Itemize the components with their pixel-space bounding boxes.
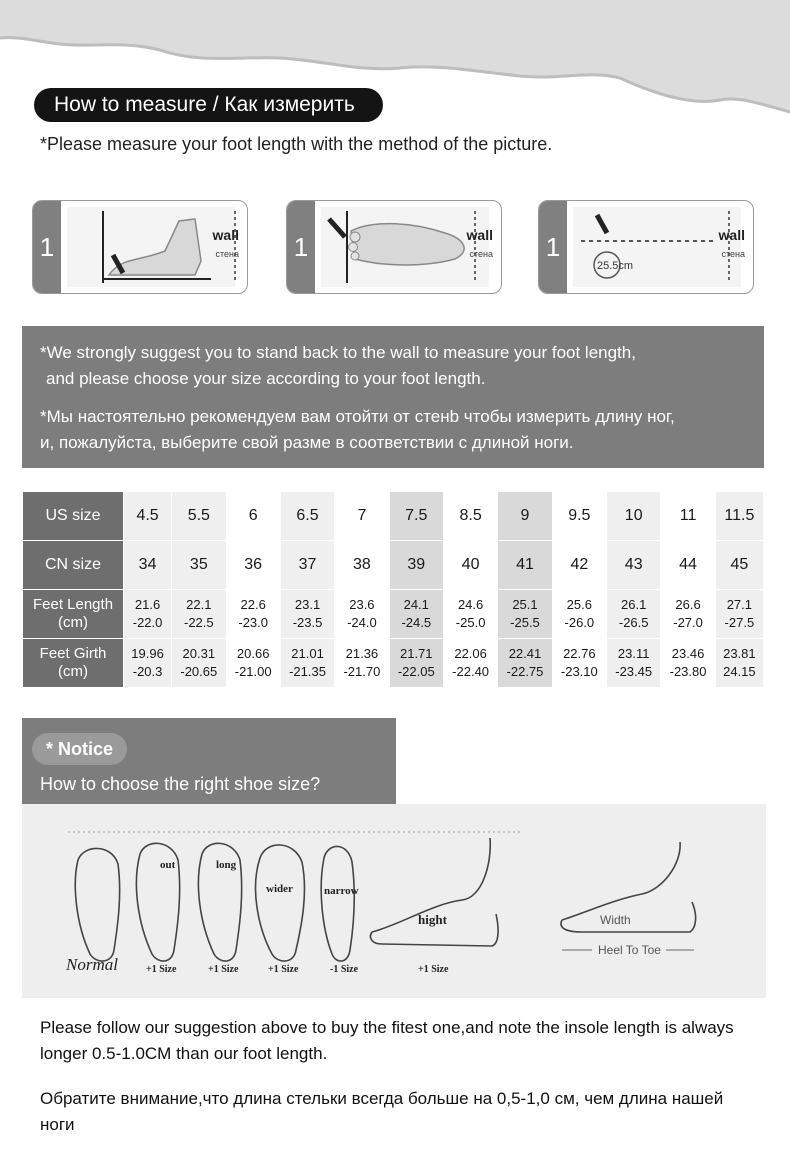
size-cell (661, 590, 715, 639)
label-heel-to-toe: Heel To Toe (598, 943, 661, 957)
measure-line-icon (567, 201, 753, 293)
measure-value: 25.5cm (597, 260, 634, 272)
size-cell-line: -23.10 (560, 664, 598, 679)
row-unit: (cm) (58, 614, 88, 631)
size-cell-line: -27.5 (724, 615, 755, 630)
size-cell-line: -21.00 (234, 664, 272, 679)
row-label: Feet Length (32, 596, 114, 613)
size-cell (498, 639, 552, 688)
size-cell-line: 22.1 (186, 597, 212, 612)
size-cell-line: -23.0 (238, 615, 268, 630)
size-cell (172, 639, 226, 688)
size-cell (124, 639, 172, 688)
size-row-header: US size (23, 492, 124, 541)
size-cell: 4.5 (124, 492, 172, 541)
size-cell-line: 21.6 (134, 597, 161, 612)
size-cell: 9.5 (552, 492, 606, 541)
size-cell-line: 25.1 (512, 597, 538, 612)
label-hight: hight (418, 912, 447, 927)
size-cell-line: -22.0 (132, 615, 163, 630)
size-cell-line: 22.6 (240, 597, 266, 612)
section-title: How to measure / Как измерить (34, 88, 383, 122)
size-cell-line: -22.05 (397, 664, 435, 679)
wall-label-ru: стена (721, 249, 745, 259)
size-cell-line: -23.5 (292, 615, 323, 630)
size-cell (443, 639, 497, 688)
size-cell: 8.5 (443, 492, 497, 541)
size-cell (226, 639, 280, 688)
size-row (23, 492, 764, 541)
size-cell-line: 21.71 (399, 646, 433, 661)
size-cell-line: 23.6 (349, 597, 375, 612)
size-cell (389, 639, 443, 688)
size-row-header: CN size (23, 541, 124, 590)
size-cell-line: -26.0 (564, 615, 595, 630)
size-row (23, 590, 764, 639)
row-unit: (cm) (58, 663, 88, 680)
size-cell-line: -24.5 (401, 615, 432, 630)
label-wider: wider (266, 883, 293, 895)
size-cell (715, 639, 763, 688)
size-cell: 6 (226, 492, 280, 541)
size-cell-line: -21.35 (289, 664, 326, 679)
footer-note-ru: Обратите внимание,что длина стельки всегда больше на 0,5-1,0 см, чем длина нашей ноги (40, 1089, 724, 1134)
size-cell: 11.5 (715, 492, 763, 541)
size-cell (552, 639, 606, 688)
label-narrow: narrow (324, 885, 359, 897)
size-cell: 41 (498, 541, 552, 590)
size-cell (715, 590, 763, 639)
size-cell (552, 590, 606, 639)
advice-ru-line2: и, пожалуйста, выберите свой разме в соответствии с длиной ноги. (40, 433, 574, 452)
size-cell-line: 22.06 (454, 646, 487, 661)
size-cell-line: 25.6 (566, 597, 592, 612)
step-card-measure (538, 200, 754, 294)
size-cell-line: 22.41 (508, 646, 542, 661)
size-cell-line: 20.66 (236, 646, 270, 661)
size-cell: 42 (552, 541, 606, 590)
step-card-top-view (286, 200, 502, 294)
wall-label-ru: стена (215, 249, 239, 259)
size-cell-line: -23.80 (669, 664, 707, 679)
size-cell-line: 21.36 (345, 646, 379, 661)
size-cell (226, 590, 280, 639)
notice-box (22, 718, 396, 804)
label-minus1: -1 Size (330, 964, 359, 975)
size-cell: 7.5 (389, 492, 443, 541)
label-long: long (216, 859, 237, 871)
size-cell: 9 (498, 492, 552, 541)
size-cell-line: -27.0 (673, 615, 703, 630)
label-out: out (160, 859, 176, 871)
size-cell-line: 24.1 (403, 597, 429, 612)
size-cell-line: -24.0 (347, 615, 377, 630)
size-row-header (23, 639, 124, 688)
step-number: 1 (287, 201, 315, 293)
footer-note-en: Please follow our suggestion above to buy the fitest one,and note the insole length is always longer 0.5-1.0CM than our foot length. (40, 1018, 734, 1063)
notice-question: How to choose the right shoe size? (40, 774, 321, 794)
size-cell: 39 (389, 541, 443, 590)
size-cell: 37 (280, 541, 334, 590)
size-cell-line: 23.46 (671, 646, 705, 661)
size-cell: 11 (661, 492, 715, 541)
label-plus1-b: +1 Size (208, 964, 239, 975)
size-cell (280, 639, 334, 688)
feet-shapes-illustration (22, 804, 766, 998)
size-cell (498, 590, 552, 639)
size-cell-line: 24.15 (723, 664, 756, 679)
size-cell: 5.5 (172, 492, 226, 541)
advice-ru-line1: *Мы настоятельно рекомендуем вам отойти от стенb чтобы измерить длину ног, (40, 407, 675, 426)
row-label: Feet Girth (39, 645, 107, 662)
size-cell-line: 23.81 (723, 646, 756, 661)
size-cell-line: -23.45 (615, 664, 653, 679)
size-row (23, 541, 764, 590)
size-cell-line: -21.70 (343, 664, 381, 679)
size-cell-line: -25.5 (510, 615, 540, 630)
intro-text: *Please measure your foot length with the method of the picture. (40, 134, 553, 154)
size-row (23, 639, 764, 688)
size-cell-line: 26.1 (621, 597, 647, 612)
size-cell: 40 (443, 541, 497, 590)
size-cell-line: 23.11 (617, 646, 650, 661)
step-number: 1 (33, 201, 61, 293)
size-cell: 36 (226, 541, 280, 590)
size-cell-line: -22.40 (452, 664, 490, 679)
advice-en-line1: *We strongly suggest you to stand back to the wall to measure your foot length, (40, 343, 636, 362)
size-cell-line: -20.65 (180, 664, 218, 679)
size-cell-line: 20.31 (182, 646, 216, 661)
size-cell-line: 21.01 (291, 646, 324, 661)
notice-badge: * Notice (32, 733, 127, 765)
size-cell (661, 639, 715, 688)
size-cell-line: 27.1 (726, 597, 753, 612)
size-cell: 10 (607, 492, 661, 541)
size-cell (607, 590, 661, 639)
size-cell-line: -25.0 (455, 615, 486, 630)
size-cell (124, 590, 172, 639)
size-cell-line: -22.5 (184, 615, 214, 630)
size-cell: 7 (335, 492, 389, 541)
size-cell-line: -26.5 (618, 615, 649, 630)
feet-shape-diagram (22, 804, 766, 998)
size-cell (607, 639, 661, 688)
size-cell: 35 (172, 541, 226, 590)
wall-label: wall (212, 227, 239, 243)
size-cell: 6.5 (280, 492, 334, 541)
size-chart-table (22, 491, 764, 688)
label-plus1-d: +1 Size (418, 964, 449, 975)
size-cell (172, 590, 226, 639)
size-cell-line: -22.75 (506, 664, 544, 679)
step-card-side-view (32, 200, 248, 294)
size-row-header (23, 590, 124, 639)
wall-label: wall (718, 227, 745, 243)
label-plus1-a: +1 Size (146, 964, 177, 975)
size-cell: 34 (124, 541, 172, 590)
size-cell (335, 590, 389, 639)
advice-en-line2: and please choose your size according to your foot length. (46, 369, 486, 388)
size-cell-line: 19.96 (131, 646, 164, 661)
size-cell: 43 (607, 541, 661, 590)
wall-label-ru: стена (469, 249, 493, 259)
foot-top-view-icon (315, 201, 501, 293)
label-normal: Normal (66, 955, 118, 974)
label-plus1-c: +1 Size (268, 964, 299, 975)
wall-label: wall (466, 227, 493, 243)
label-width: Width (600, 913, 631, 927)
size-cell (389, 590, 443, 639)
size-cell-line: -20.3 (132, 664, 163, 679)
size-cell-line: 26.6 (675, 597, 701, 612)
size-cell: 44 (661, 541, 715, 590)
advice-box (22, 326, 764, 468)
size-cell-line: 24.6 (457, 597, 484, 612)
size-cell: 38 (335, 541, 389, 590)
size-cell (443, 590, 497, 639)
size-cell-line: 23.1 (294, 597, 321, 612)
size-cell-line: 22.76 (563, 646, 596, 661)
size-cell (335, 639, 389, 688)
size-cell (280, 590, 334, 639)
foot-side-view-icon (61, 201, 247, 293)
size-cell: 45 (715, 541, 763, 590)
step-number: 1 (539, 201, 567, 293)
